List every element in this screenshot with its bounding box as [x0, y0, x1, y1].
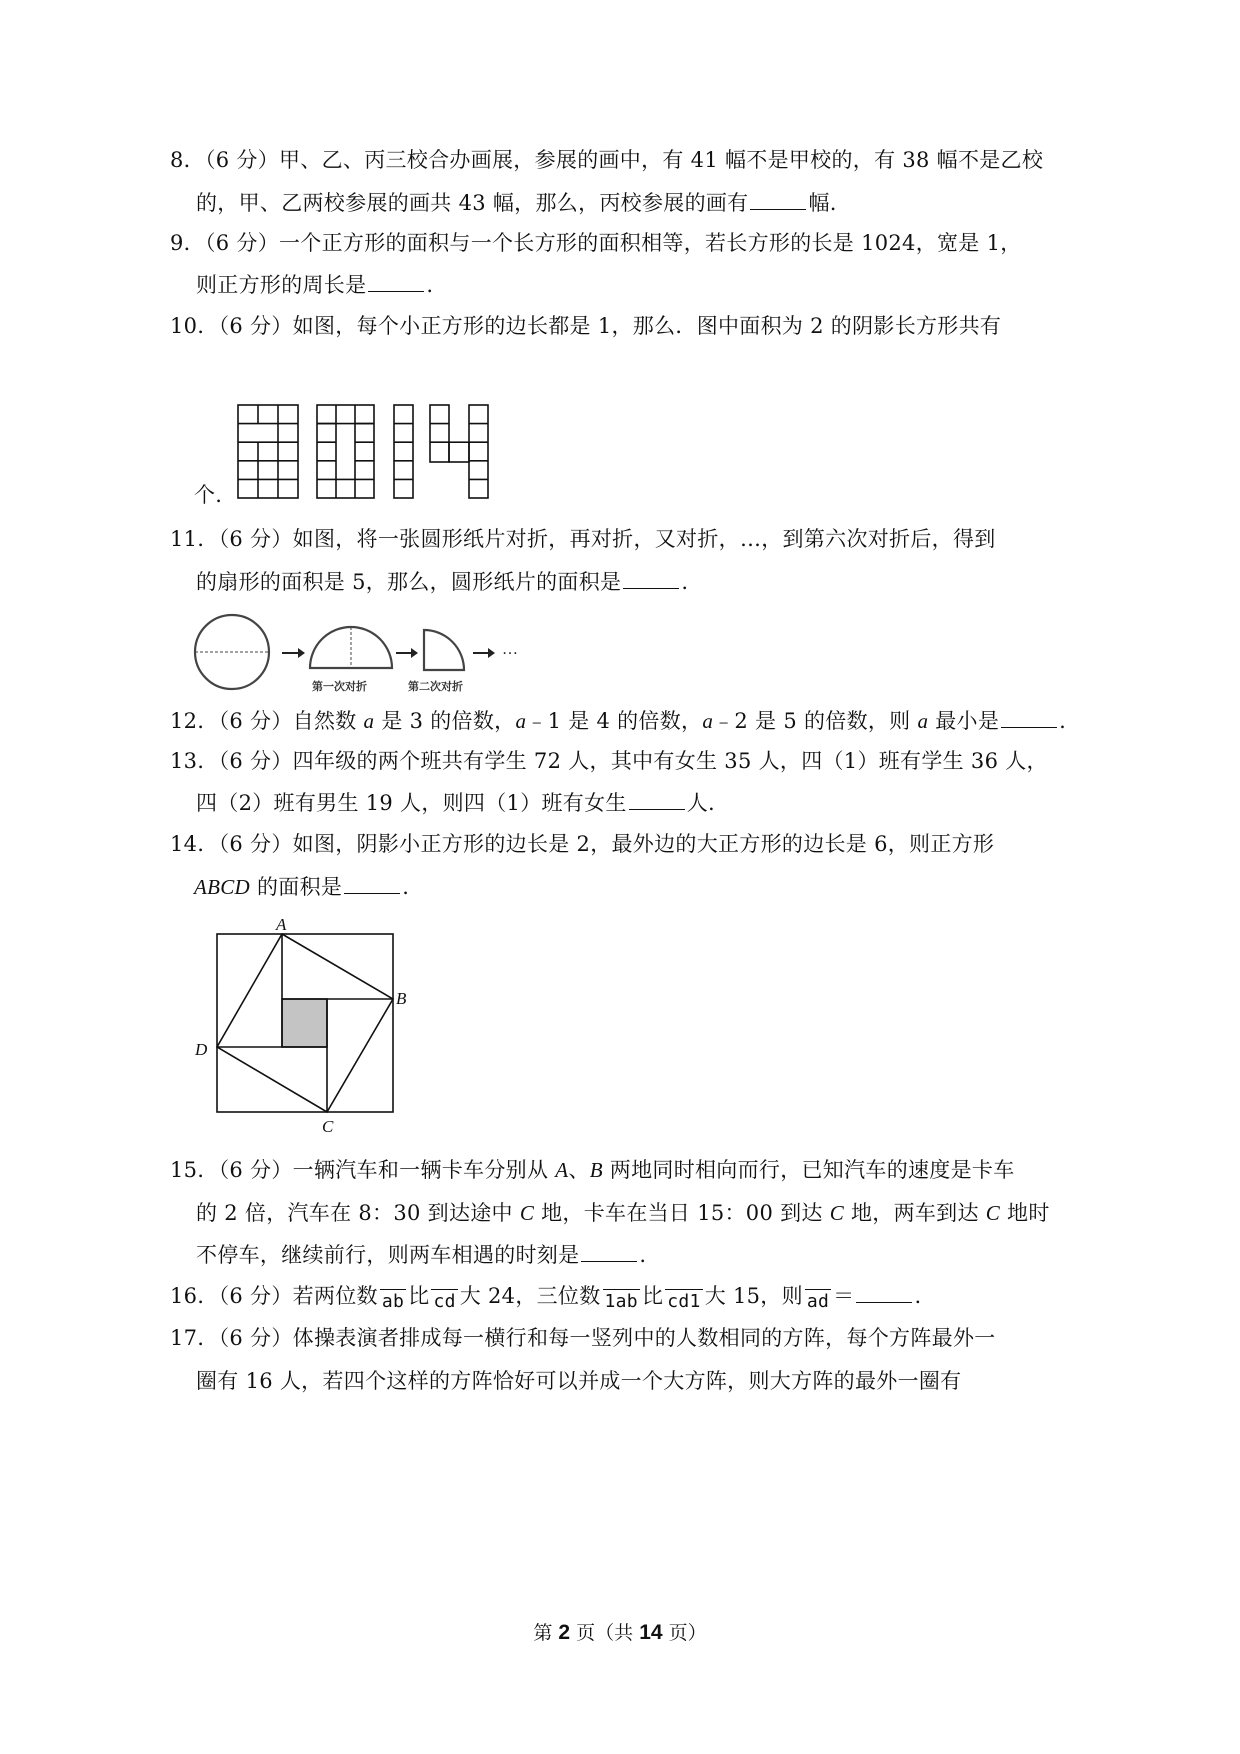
figure-circle-folding	[190, 612, 530, 697]
q12-text: 12．（6 分）自然数	[170, 709, 364, 733]
q15-text: 不停车，继续前行，则两车相遇的时刻是	[196, 1243, 580, 1267]
label-d: D	[195, 1040, 208, 1059]
page-number: 2	[558, 1621, 571, 1644]
label-abcd: ABCD	[194, 875, 251, 899]
answer-blank	[368, 271, 424, 292]
q10-line2: 个.	[194, 483, 223, 507]
q16-text: 16．（6 分）若两位数	[170, 1284, 378, 1308]
q15-text: 的 2 倍，汽车在 8：30 到达途中	[196, 1201, 520, 1225]
q12-text: ﹣2 是 5 的倍数，则	[713, 709, 918, 733]
q15-text: 15．（6 分）一辆汽车和一辆卡车分别从	[170, 1158, 556, 1182]
var-a: a	[702, 709, 714, 733]
q14-text: 的面积是	[250, 875, 343, 899]
arrow-icon	[282, 648, 305, 658]
q15-period: .	[639, 1243, 647, 1267]
q12-text: 最小是	[928, 709, 1000, 733]
q15-line2	[196, 1198, 1050, 1228]
q12-period: .	[1059, 709, 1067, 733]
var-a: A	[555, 1158, 569, 1182]
footer-text: 页）	[662, 1622, 707, 1644]
q17-line1: 17．（6 分）体操表演者排成每一横行和每一竖列中的人数相同的方阵，每个方阵最外一	[170, 1326, 996, 1350]
shaded-square	[282, 999, 327, 1047]
q15-text: 地时	[1000, 1201, 1050, 1225]
q11-text: 的扇形的面积是 5，那么，圆形纸片的面积是	[196, 570, 622, 594]
overline-number: ad	[806, 1291, 830, 1312]
footer-text: 页（共	[570, 1622, 640, 1644]
q9-period: .	[426, 273, 434, 297]
page-footer	[0, 1618, 1240, 1645]
ellipsis: …	[502, 641, 518, 658]
q14-period: .	[402, 875, 410, 899]
q8-unit: 幅.	[808, 191, 837, 215]
fold-label-2: 第二次对折	[408, 681, 463, 693]
q15-text: 两地同时相向而行，已知汽车的速度是卡车	[602, 1158, 1015, 1182]
q15-text: 地，卡车在当日 15：00 到达	[534, 1201, 830, 1225]
label-a: A	[276, 915, 287, 934]
arrow-icon	[473, 648, 495, 658]
answer-blank	[344, 873, 400, 894]
q14-line2	[194, 872, 409, 902]
fold-label-1: 第一次对折	[312, 681, 367, 693]
var-a: a	[363, 709, 375, 733]
q13-line2	[196, 788, 715, 818]
overline-number: ab	[381, 1291, 405, 1312]
answer-blank	[581, 1241, 637, 1262]
q16-text: 大 24，三位数	[459, 1284, 601, 1308]
q16-line	[170, 1281, 921, 1311]
q17-line2: 圈有 16 人，若四个这样的方阵恰好可以并成一个大方阵，则大方阵的最外一圈有	[196, 1369, 962, 1393]
var-b: B	[589, 1158, 603, 1182]
q8-line2	[196, 188, 837, 218]
var-c: C	[985, 1201, 1001, 1225]
q13-line1: 13．（6 分）四年级的两个班共有学生 72 人，其中有女生 35 人，四（1）班有学生 36 人，	[170, 749, 1048, 773]
q14-line1: 14．（6 分）如图，阴影小正方形的边长是 2，最外边的大正方形的边长是 6，则正方形	[170, 832, 995, 856]
label-c: C	[322, 1117, 334, 1136]
q16-text: 大 15，则	[704, 1284, 803, 1308]
q12-line	[170, 706, 1066, 736]
overline-number: cd	[433, 1291, 456, 1312]
q11-line2	[196, 567, 688, 597]
q9-line2	[196, 270, 433, 300]
q15-text: 、	[568, 1158, 590, 1182]
overline-number: 1ab	[604, 1291, 638, 1312]
q8-line1: 8．（6 分）甲、乙、丙三校合办画展，参展的画中，有 41 幅不是甲校的，有 38 幅不是乙校	[170, 148, 1044, 172]
overline-number: cd1	[667, 1291, 701, 1312]
q11-line1: 11．（6 分）如图，将一张圆形纸片对折，再对折，又对折，…，到第六次对折后，得到	[170, 527, 996, 551]
q16-text: 比	[641, 1284, 664, 1308]
q13-text: 四（2）班有男生 19 人，则四（1）班有女生	[196, 791, 627, 815]
var-c: C	[519, 1201, 535, 1225]
q9-line1: 9．（6 分）一个正方形的面积与一个长方形的面积相等，若长方形的长是 1024，宽是 1，	[170, 231, 1022, 255]
answer-blank	[629, 789, 685, 810]
answer-blank	[856, 1282, 912, 1303]
footer-text: 第	[533, 1622, 559, 1644]
q15-line3	[196, 1240, 646, 1270]
q8-text: 的，甲、乙两校参展的画共 43 幅，那么，丙校参展的画有	[196, 191, 749, 215]
q10-line1: 10．（6 分）如图，每个小正方形的边长都是 1，那么．图中面积为 2 的阴影长方形共有	[170, 314, 1002, 338]
var-a: a	[917, 709, 929, 733]
q16-text: 比	[408, 1284, 430, 1308]
var-a: a	[515, 709, 527, 733]
quarter-circle	[424, 630, 464, 670]
q12-text: ﹣1 是 4 的倍数，	[526, 709, 703, 733]
q16-period: .	[914, 1284, 922, 1308]
q16-text: ＝	[833, 1284, 855, 1308]
answer-blank	[750, 189, 806, 210]
figure-square-abcd	[190, 912, 430, 1142]
answer-blank	[623, 568, 679, 589]
q11-period: .	[681, 570, 689, 594]
var-c: C	[829, 1201, 844, 1225]
q15-line1	[170, 1155, 1015, 1185]
arrow-icon	[396, 648, 418, 658]
label-b: B	[396, 989, 407, 1008]
q13-unit: 人.	[686, 791, 715, 815]
q15-text: 地，两车到达	[844, 1201, 986, 1225]
figure-2014-grid	[230, 403, 500, 503]
q12-text: 是 3 的倍数，	[374, 709, 516, 733]
q9-text: 则正方形的周长是	[196, 273, 367, 297]
total-pages: 14	[639, 1621, 663, 1644]
answer-blank	[1001, 707, 1057, 728]
